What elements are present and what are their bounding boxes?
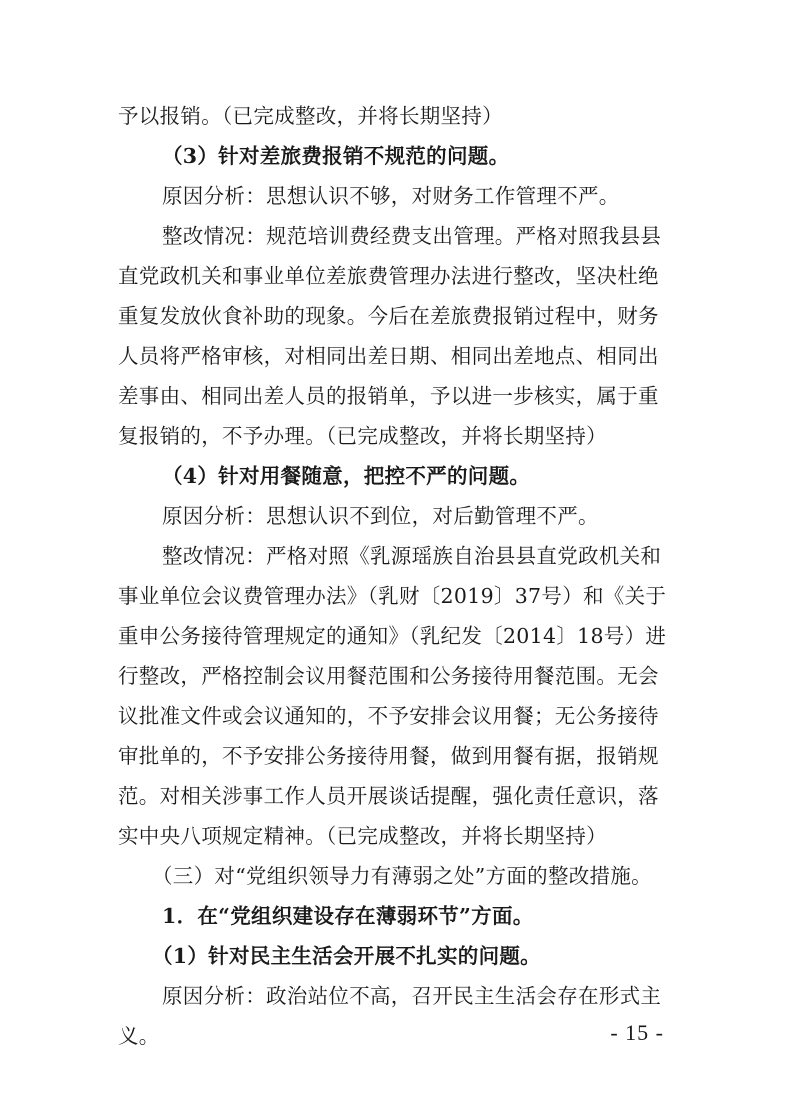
paragraph-line: 整改情况：规范培训费经费支出管理。严格对照我县县 <box>162 224 662 248</box>
paragraph-line: 范。对相关涉事工作人员开展谈话提醒，强化责任意识，落 <box>118 784 659 808</box>
paragraph-line: 实中央八项规定精神。（已完成整改，并将长期坚持） <box>118 824 607 848</box>
paragraph-line: 行整改，严格控制会议用餐范围和公务接待用餐范围。无会 <box>118 664 659 688</box>
paragraph-line: 议批准文件或会议通知的，不予安排会议用餐；无公务接待 <box>118 704 659 728</box>
document-body <box>118 96 666 1056</box>
page-number: - 15 - <box>610 1020 664 1045</box>
paragraph-line: 原因分析：思想认识不够，对财务工作管理不严。 <box>162 184 620 208</box>
paragraph-line: 重申公务接待管理规定的通知》（乳纪发〔2014〕18号）进 <box>118 624 667 648</box>
paragraph-line: 义。 <box>118 1024 160 1048</box>
section-heading: （3）针对差旅费报销不规范的问题。 <box>162 144 510 168</box>
paragraph-line: 人员将严格审核，对相同出差日期、相同出差地点、相同出 <box>118 344 659 368</box>
section-heading: （三）对“党组织领导力有薄弱之处”方面的整改措施。 <box>152 864 652 888</box>
paragraph-line: 原因分析：政治站位不高，召开民主生活会存在形式主 <box>162 984 662 1008</box>
paragraph-line: 整改情况：严格对照《乳源瑶族自治县县直党政机关和 <box>162 544 662 568</box>
section-heading: （4）针对用餐随意，把控不严的问题。 <box>162 464 531 488</box>
paragraph-line: 重复发放伙食补助的现象。今后在差旅费报销过程中，财务 <box>118 304 659 328</box>
paragraph-line: 审批单的，不予安排公务接待用餐，做到用餐有据，报销规 <box>118 744 659 768</box>
paragraph-line: 予以报销。（已完成整改，并将长期坚持） <box>118 104 503 128</box>
section-heading: （1）针对民主生活会开展不扎实的问题。 <box>152 944 541 968</box>
paragraph-line: 直党政机关和事业单位差旅费管理办法进行整改，坚决杜绝 <box>118 264 659 288</box>
paragraph-line: 事业单位会议费管理办法》（乳财〔2019〕37号）和《关于 <box>118 584 667 608</box>
subsection-heading: 1．在“党组织建设存在薄弱环节”方面。 <box>162 904 534 928</box>
paragraph-line: 原因分析：思想认识不到位，对后勤管理不严。 <box>162 504 599 528</box>
paragraph-line: 复报销的，不予办理。（已完成整改，并将长期坚持） <box>118 424 607 448</box>
paragraph-line: 差事由、相同出差人员的报销单，予以进一步核实，属于重 <box>118 384 659 408</box>
